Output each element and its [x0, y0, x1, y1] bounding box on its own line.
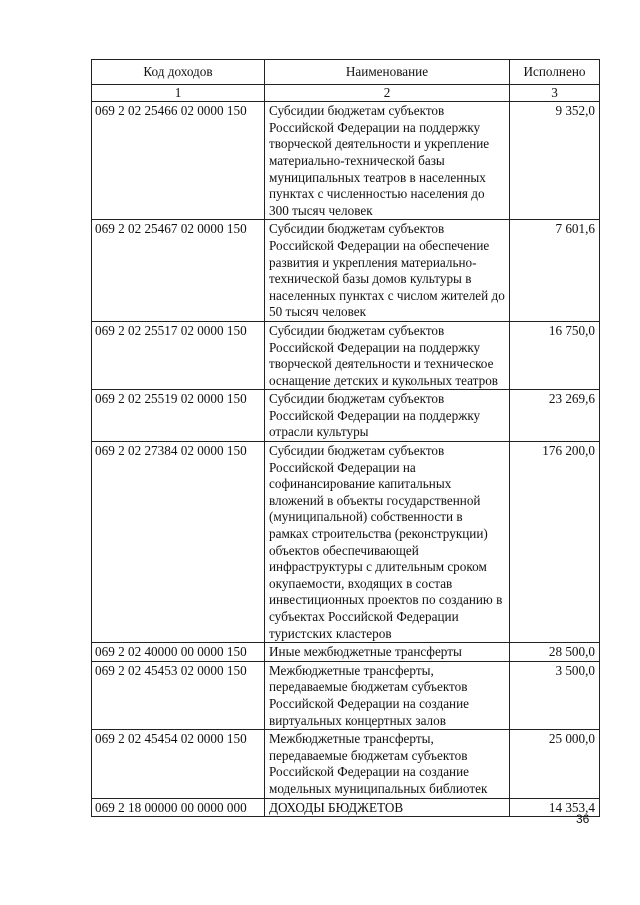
revenue-executed: 3 500,0 [510, 661, 600, 729]
page-number: 36 [576, 812, 590, 826]
header-executed: Исполнено [510, 60, 600, 85]
revenue-executed: 16 750,0 [510, 321, 600, 389]
revenue-executed: 176 200,0 [510, 442, 600, 643]
revenue-code: 069 2 02 25519 02 0000 150 [92, 390, 265, 442]
column-number-1: 1 [92, 84, 265, 102]
revenue-name: ДОХОДЫ БЮДЖЕТОВ [265, 798, 510, 817]
table-row [92, 442, 600, 643]
revenue-executed: 25 000,0 [510, 730, 600, 798]
column-number-3: 3 [510, 84, 600, 102]
revenue-table [91, 59, 600, 817]
revenue-code: 069 2 18 00000 00 0000 000 [92, 798, 265, 817]
table-row [92, 661, 600, 729]
revenue-name: Межбюджетные трансферты, передаваемые бюджетам субъектов Российской Федерации на создание модельных муниципальных библиотек [265, 730, 510, 798]
revenue-executed: 9 352,0 [510, 102, 600, 220]
table-row [92, 321, 600, 389]
revenue-code: 069 2 02 25517 02 0000 150 [92, 321, 265, 389]
revenue-name: Субсидии бюджетам субъектов Российской Федерации на поддержку творческой деятельности и укрепление материально-технической базы муниципальных театров в населенных пунктах с численностью населения до 300 тысяч человек [265, 102, 510, 220]
revenue-code: 069 2 02 40000 00 0000 150 [92, 643, 265, 662]
table-row [92, 730, 600, 798]
revenue-executed: 23 269,6 [510, 390, 600, 442]
header-name: Наименование [265, 60, 510, 85]
revenue-code: 069 2 02 25466 02 0000 150 [92, 102, 265, 220]
table-row [92, 798, 600, 817]
header-code: Код доходов [92, 60, 265, 85]
header-row [92, 60, 600, 85]
revenue-executed: 7 601,6 [510, 220, 600, 322]
table-row [92, 643, 600, 662]
table-row [92, 390, 600, 442]
revenue-name: Субсидии бюджетам субъектов Российской Федерации на софинансирование капитальных вложений в объекты государственной (муниципальной) собственности в рамках строительства (реконструкции) объектов обеспечивающей инфраструктуры с длительным сроком окупаемости, входящих в состав инвестиционных проектов по созданию в субъектах Российской Федерации туристских кластеров [265, 442, 510, 643]
revenue-name: Субсидии бюджетам субъектов Российской Федерации на поддержку творческой деятельности и техническое оснащение детских и кукольных театров [265, 321, 510, 389]
table-row [92, 220, 600, 322]
column-number-row [92, 84, 600, 102]
revenue-executed: 14 353,4 [510, 798, 600, 817]
revenue-name: Субсидии бюджетам субъектов Российской Федерации на поддержку отрасли культуры [265, 390, 510, 442]
revenue-code: 069 2 02 25467 02 0000 150 [92, 220, 265, 322]
revenue-name: Субсидии бюджетам субъектов Российской Федерации на обеспечение развития и укрепления материально-технической базы домов культуры в населенных пунктах с числом жителей до 50 тысяч человек [265, 220, 510, 322]
revenue-code: 069 2 02 45453 02 0000 150 [92, 661, 265, 729]
table-row [92, 102, 600, 220]
revenue-code: 069 2 02 27384 02 0000 150 [92, 442, 265, 643]
column-number-2: 2 [265, 84, 510, 102]
revenue-name: Иные межбюджетные трансферты [265, 643, 510, 662]
revenue-code: 069 2 02 45454 02 0000 150 [92, 730, 265, 798]
revenue-name: Межбюджетные трансферты, передаваемые бюджетам субъектов Российской Федерации на создание виртуальных концертных залов [265, 661, 510, 729]
revenue-executed: 28 500,0 [510, 643, 600, 662]
